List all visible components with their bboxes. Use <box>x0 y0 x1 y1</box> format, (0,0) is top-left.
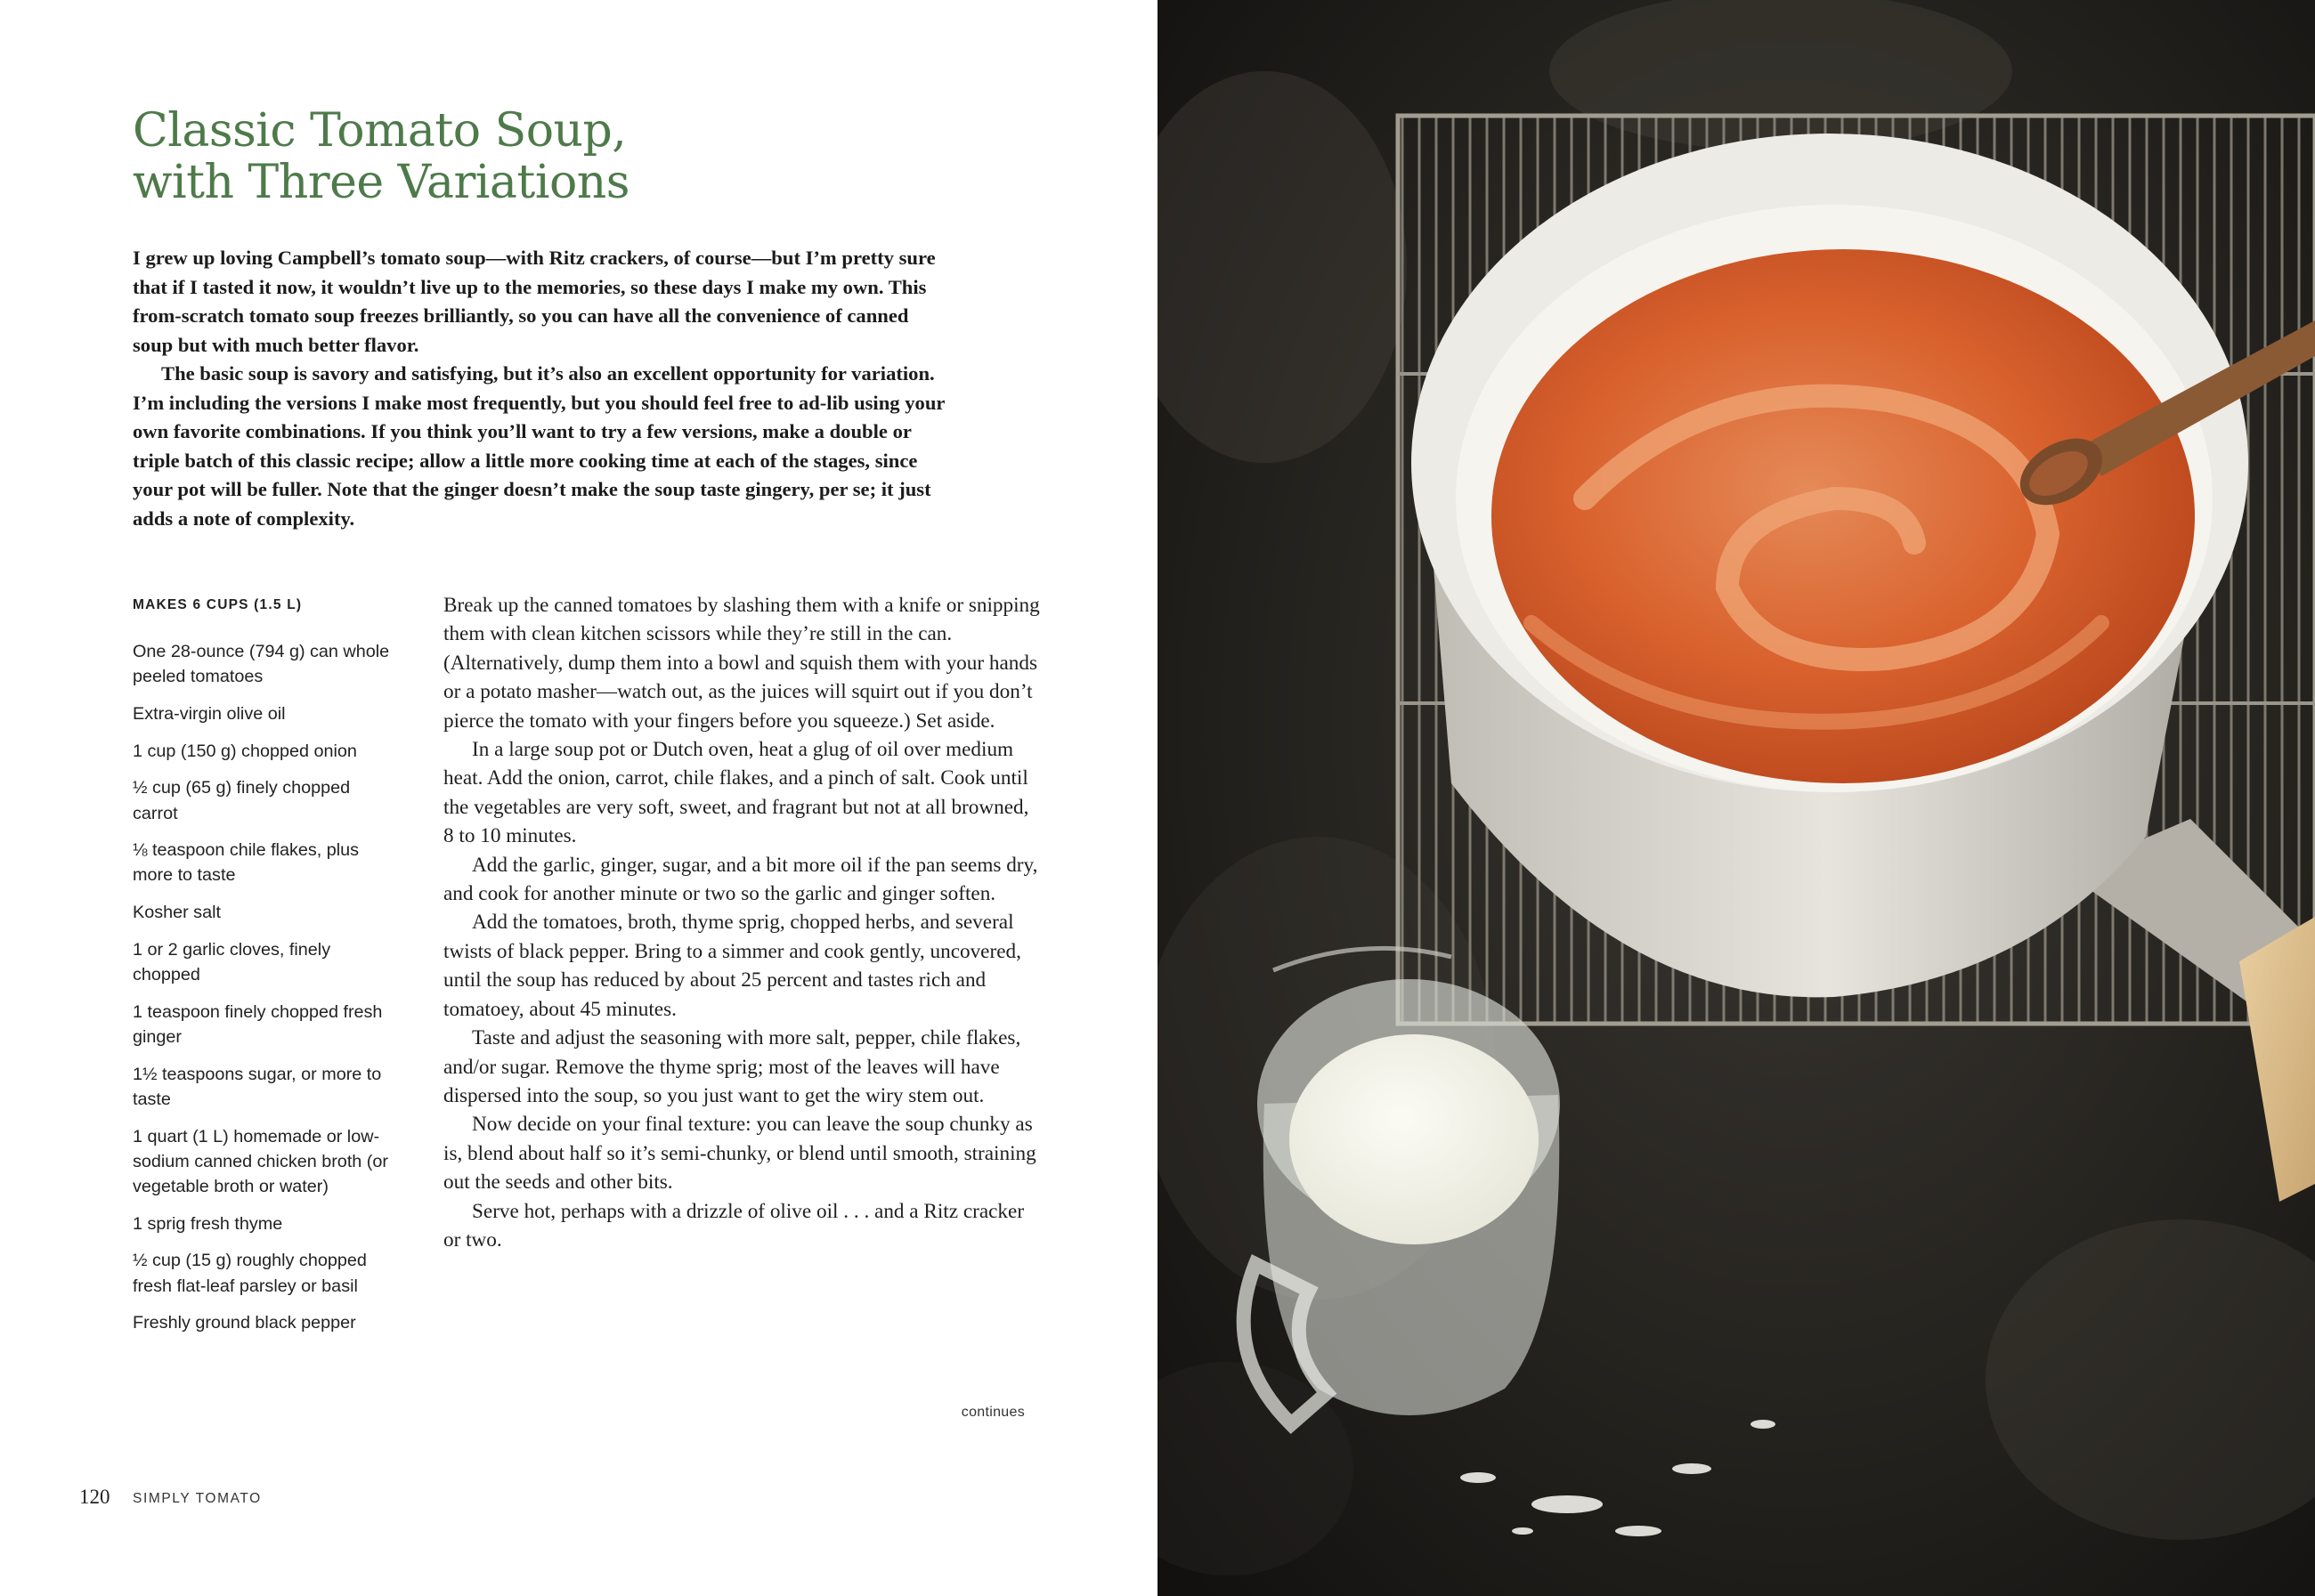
ingredient-item: Extra-virgin olive oil <box>133 703 286 724</box>
method-text <box>443 591 1040 1254</box>
ingredient-item: 1 quart (1 L) homemade or low-sodium canned chicken broth (or vegetable broth or water) <box>133 1126 388 1196</box>
ingredient-item: ½ cup (15 g) roughly chopped fresh flat-leaf parsley or basil <box>133 1251 367 1296</box>
ingredient-item: 1 or 2 garlic cloves, finely chopped <box>133 939 331 985</box>
running-head: SIMPLY TOMATO <box>133 1491 262 1506</box>
recipe-yield: MAKES 6 CUPS (1.5 L) <box>133 597 303 612</box>
ingredient-item: Kosher salt <box>133 903 221 923</box>
ingredient-item: ⅛ teaspoon chile flakes, plus more to taste <box>133 840 360 886</box>
ingredient-item: 1½ teaspoons sugar, or more to taste <box>133 1064 382 1109</box>
intro-paragraph: The basic soup is savory and satisfying, but it’s also an excellent opportunity for variation. I’m including the versions I make most frequently, but you should feel free to ad-lib using your own favorite combinations. If you think you’ll want to try a few versions, make a double or triple batch of this classic recipe; allow a little more cooking time at each of the stages, since your pot will be fuller. Note that the ginger doesn’t make the soup taste gingery, per se; it just adds a note of complexity. <box>133 362 946 530</box>
ingredient-item: 1 cup (150 g) chopped onion <box>133 741 357 761</box>
tomato-soup-photo <box>1158 0 2315 1596</box>
ingredient-item: Freshly ground black pepper <box>133 1313 356 1333</box>
method-step: Taste and adjust the seasoning with more salt, pepper, chile flakes, and/or sugar. Remove the thyme sprig; most of the leaves will have dispersed into the soup, so you just want to get the wiry stem out. <box>443 1026 1021 1107</box>
recipe-title-line-1: Classic Tomato Soup, <box>133 104 627 158</box>
tomato-soup <box>1491 249 2195 783</box>
intro-paragraph: I grew up loving Campbell’s tomato soup—with Ritz crackers, of course—but I’m pretty sure that if I tasted it now, it wouldn’t live up to the memories, so these days I make my own. This from-scratch tomato soup freezes brilliantly, so you can have all the convenience of canned soup but with much better flavor. <box>133 247 936 356</box>
recipe-title <box>133 105 1023 208</box>
method-step: Break up the canned tomatoes by slashing them with a knife or snipping them with clean kitchen scissors while they’re still in the can. (Alternatively, dump them into a bowl and squish them with your hands or a potato masher—watch out, as the juices will squirt out if you don’t pierce the tomato with your fingers before you squeeze.) Set aside. <box>443 594 1040 733</box>
ingredient-item: 1 sprig fresh thyme <box>133 1213 283 1234</box>
intro-text <box>133 244 952 533</box>
page-number: 120 <box>79 1486 110 1508</box>
method-step: Add the garlic, ginger, sugar, and a bit more oil if the pan seems dry, and cook for another minute or two so the garlic and ginger soften. <box>443 853 1038 906</box>
continues-note: continues <box>961 1405 1025 1420</box>
ingredient-item: 1 teaspoon finely chopped fresh ginger <box>133 1001 383 1047</box>
ingredient-list <box>133 639 400 1348</box>
milk <box>1289 1034 1539 1244</box>
ingredient-item: One 28-ounce (794 g) can whole peeled tomatoes <box>133 642 390 687</box>
ingredient-item: ½ cup (65 g) finely chopped carrot <box>133 778 351 823</box>
method-step: Now decide on your final texture: you can leave the soup chunky as is, blend about half so it’s semi-chunky, or blend until smooth, straining out the seeds and other bits. <box>443 1113 1036 1195</box>
photo-page <box>1158 0 2315 1596</box>
method-step: In a large soup pot or Dutch oven, heat a glug of oil over medium heat. Add the onion, carrot, chile flakes, and a pinch of salt. Cook until the vegetables are very soft, sweet, and fragrant but not at all browned, 8 to 10 minutes. <box>443 738 1029 848</box>
method-step: Serve hot, perhaps with a drizzle of olive oil . . . and a Ritz cracker or two. <box>443 1199 1025 1252</box>
method-step: Add the tomatoes, broth, thyme sprig, chopped herbs, and several twists of black pepper. Bring to a simmer and cook gently, uncovered, until the soup has reduced by about 25 percent and tastes rich and tomatoey, about 45 minutes. <box>443 911 1021 1021</box>
recipe-title-line-2: with Three Variations <box>133 156 630 209</box>
